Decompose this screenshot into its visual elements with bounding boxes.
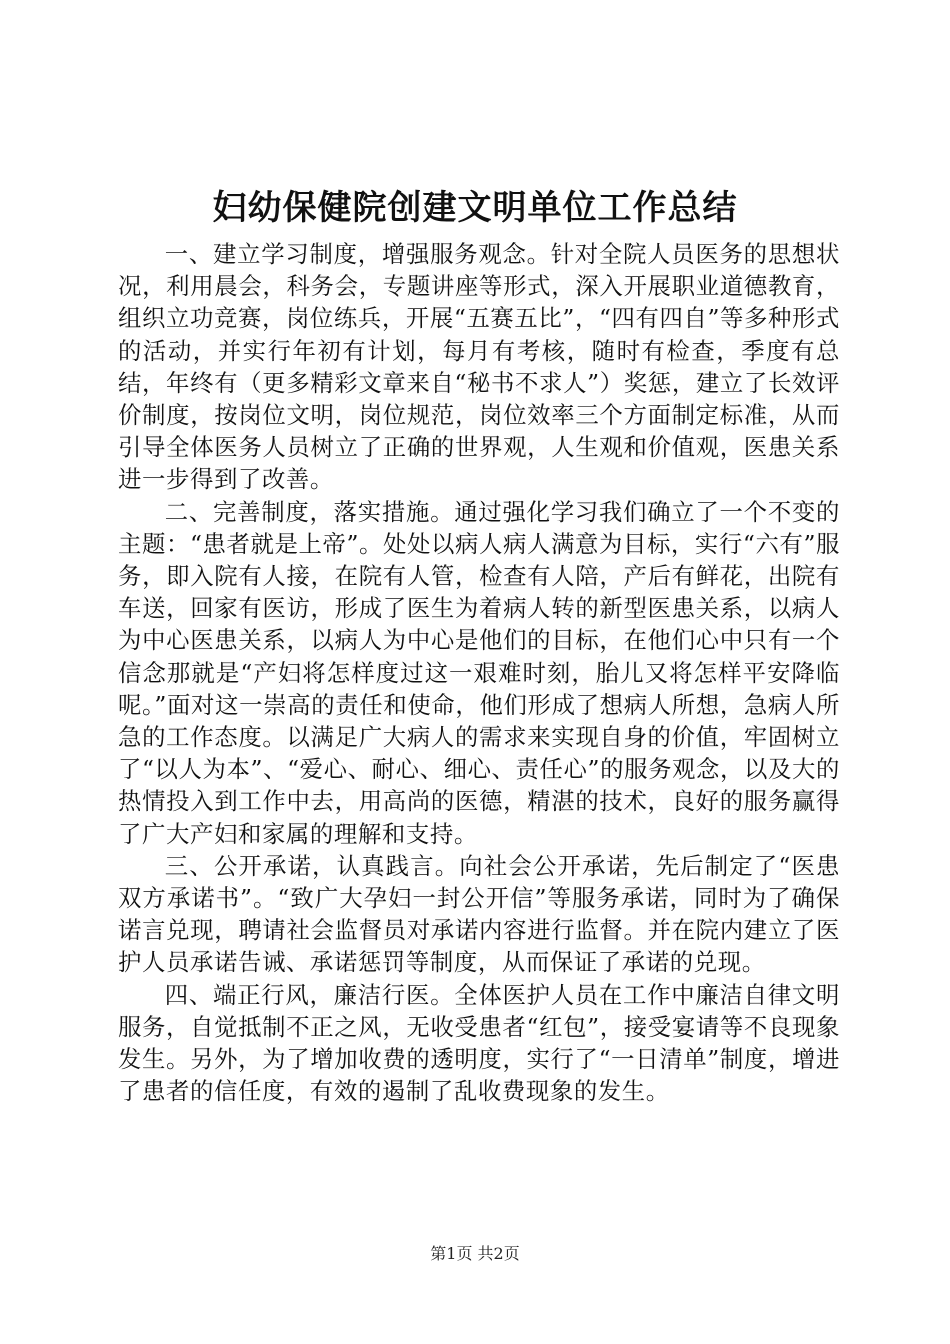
paragraph-3: 三、公开承诺，认真践言。向社会公开承诺，先后制定了“医患双方承诺书”。“致广大孕妇一封公开信”等服务承诺，同时为了确保诺言兑现，聘请社会监督员对承诺内容进行监督。并在院内建立了医护人员承诺告诫、承诺惩罚等制度，从而保证了承诺的兑现。 bbox=[118, 851, 840, 977]
paragraph-4: 四、端正行风，廉洁行医。全体医护人员在工作中廉洁自律文明服务，自觉抵制不正之风，无收受患者“红包”，接受宴请等不良现象发生。另外，为了增加收费的透明度，实行了“一日清单”制度，增进了患者的信任度，有效的遏制了乱收费现象的发生。 bbox=[118, 980, 840, 1106]
document-body bbox=[118, 238, 840, 1107]
paragraph-1: 一、建立学习制度，增强服务观念。针对全院人员医务的思想状况，利用晨会，科务会，专题讲座等形式，深入开展职业道德教育，组织立功竞赛，岗位练兵，开展“五赛五比”，“四有四自”等多种形式的活动，并实行年初有计划，每月有考核，随时有检查，季度有总结，年终有（更多精彩文章来自“秘书不求人”）奖惩，建立了长效评价制度，按岗位文明，岗位规范，岗位效率三个方面制定标准，从而引导全体医务人员树立了正确的世界观，人生观和价值观，医患关系进一步得到了改善。 bbox=[118, 240, 840, 494]
page-footer: 第1页 共2页 bbox=[430, 1244, 520, 1263]
paragraph-2: 二、完善制度，落实措施。通过强化学习我们确立了一个不变的主题：“患者就是上帝”。处处以病人病人满意为目标，实行“六有”服务，即入院有人接，在院有人管，检查有人陪，产后有鲜花，出院有车送，回家有医访，形成了医生为着病人转的新型医患关系，以病人为中心医患关系，以病人为中心是他们的目标，在他们心中只有一个信念那就是“产妇将怎样度过这一艰难时刻，胎儿又将怎样平安降临呢。”面对这一崇高的责任和使命，他们形成了想病人所想，急病人所急的工作态度。以满足广大病人的需求来实现自身的价值，牢固树立了“以人为本”、“爱心、耐心、细心、责任心”的服务观念，以及大的热情投入到工作中去，用高尚的医德，精湛的技术，良好的服务赢得了广大产妇和家属的理解和支持。 bbox=[118, 497, 840, 848]
document-title: 妇幼保健院创建文明单位工作总结 bbox=[212, 188, 738, 228]
